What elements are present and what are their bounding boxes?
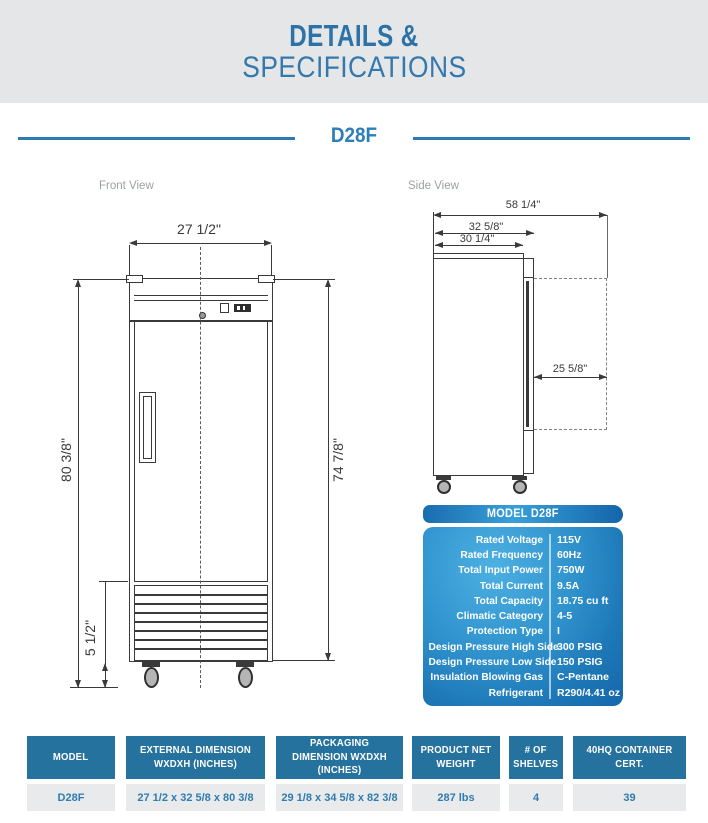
- table-cell-shelves: 4: [509, 784, 563, 811]
- front-caster-height-label: 5 1/2": [82, 619, 98, 657]
- title-rule-left: [18, 137, 295, 140]
- page-title-line2: SPECIFICATIONS: [241, 51, 467, 84]
- door-slab-line: [524, 430, 533, 431]
- side-door-gasket: [526, 281, 529, 427]
- dim-line: [435, 245, 523, 246]
- dim-line: [435, 215, 607, 216]
- table-header-external-dimension: [126, 736, 265, 779]
- spec-row: [423, 578, 623, 593]
- spec-value: 150 PSIG: [557, 656, 603, 669]
- side-view-label: Side View: [408, 180, 459, 192]
- spec-label: Design Pressure High Side: [428, 640, 559, 653]
- dim-arrow: [75, 680, 81, 688]
- dim-line: [534, 377, 607, 378]
- louver-slat: [135, 639, 267, 641]
- extension-line: [99, 581, 128, 582]
- spec-value: 750W: [557, 564, 585, 577]
- louver-slat: [135, 612, 267, 614]
- page-title-line1: DETAILS &: [289, 18, 419, 53]
- door-handle-inner: [143, 396, 152, 459]
- dim-arrow: [325, 279, 331, 287]
- spec-value: C-Pentane: [557, 671, 609, 684]
- spec-value: 4-5: [557, 610, 573, 623]
- spec-label: Protection Type: [466, 625, 543, 638]
- table-header-packaging-dimension: [276, 736, 403, 779]
- louver-slat: [135, 630, 267, 632]
- control-display: [234, 304, 251, 312]
- spec-card-rows: [423, 532, 623, 700]
- extension-line: [607, 215, 608, 278]
- control-switch: [220, 303, 229, 313]
- dim-arrow: [599, 212, 607, 218]
- spec-label: Total Current: [479, 579, 543, 592]
- table-header-text: # OF SHELVES: [513, 745, 559, 770]
- front-body-height-label: 74 7/8": [330, 438, 346, 482]
- title-rule-right: [413, 137, 690, 140]
- spec-label: Refrigerant: [488, 686, 543, 699]
- spec-value: 115V: [557, 533, 581, 546]
- table-header-text: MODEL: [53, 751, 89, 763]
- dim-line: [105, 581, 106, 688]
- dim-line: [78, 281, 79, 688]
- table-header-shelves: [509, 736, 563, 779]
- spec-value: 9.5A: [557, 579, 580, 592]
- spec-card-body: [423, 527, 623, 706]
- spec-row: [423, 624, 623, 639]
- louver-slat: [135, 621, 267, 623]
- dim-arrow: [599, 374, 607, 380]
- louver-slat: [135, 594, 267, 596]
- spec-label: Design Pressure Low Side: [428, 656, 557, 669]
- spec-value: 300 PSIG: [557, 640, 603, 653]
- header-band: [0, 0, 708, 103]
- display-segment: [243, 306, 245, 310]
- caster-wheel: [437, 480, 451, 494]
- table-header-text: PRODUCT NET WEIGHT: [420, 745, 492, 770]
- table-header-net-weight: [412, 736, 500, 779]
- dim-arrow: [515, 242, 523, 248]
- door-swing-outline: [534, 278, 607, 430]
- side-total-depth-label: 58 1/4": [505, 199, 541, 211]
- spec-row: [423, 547, 623, 562]
- spec-label: Insulation Blowing Gas: [430, 671, 543, 684]
- panel-band-line: [134, 300, 268, 301]
- spec-row: [423, 593, 623, 608]
- display-segment: [237, 306, 240, 310]
- table-cell-packaging-dimension: 29 1/8 x 34 5/8 x 82 3/8: [276, 784, 403, 811]
- spec-row: [423, 563, 623, 578]
- caster-wheel: [144, 667, 159, 688]
- table-header-text: 40HQ CONTAINER CERT.: [586, 745, 673, 770]
- table-header-container-cert: [573, 736, 686, 779]
- spec-row: [423, 654, 623, 669]
- caster-wheel: [238, 667, 253, 688]
- door-slab-line: [524, 277, 533, 278]
- extension-line: [271, 245, 272, 278]
- spec-row: [423, 608, 623, 623]
- spec-card-title: MODEL D28F: [487, 508, 559, 520]
- extension-line: [433, 212, 434, 253]
- spec-row: [423, 639, 623, 654]
- spec-value: 18.75 cu ft: [557, 594, 609, 607]
- spec-row: [423, 685, 623, 700]
- table-cell-container-cert: 39: [573, 784, 686, 811]
- table-cell-net-weight: 287 lbs: [412, 784, 500, 811]
- spec-label: Total Input Power: [458, 564, 543, 577]
- table-header-text: EXTERNAL DIMENSION WXDXH (INCHES): [140, 745, 251, 770]
- front-width-dim-label: 27 1/2": [177, 221, 221, 237]
- dim-arrow: [102, 680, 108, 688]
- dim-arrow: [526, 230, 534, 236]
- caster-wheel: [513, 480, 527, 494]
- spec-value: I: [557, 625, 560, 638]
- model-title: D28F: [330, 124, 378, 147]
- dim-arrow: [435, 242, 443, 248]
- dim-arrow: [534, 374, 542, 380]
- spec-value: R290/4.41 oz: [557, 686, 621, 699]
- dim-arrow: [325, 653, 331, 661]
- spec-value: 60Hz: [557, 548, 582, 561]
- spec-row: [423, 532, 623, 547]
- side-door-swing-label: 25 5/8": [552, 363, 588, 375]
- spec-label: Rated Frequency: [460, 548, 543, 561]
- front-overall-height-label: 80 3/8": [58, 438, 74, 482]
- dim-arrow: [102, 663, 108, 671]
- table-cell-external-dimension: 27 1/2 x 32 5/8 x 80 3/8: [126, 784, 265, 811]
- side-cap-line: [434, 258, 523, 259]
- dim-line: [131, 243, 270, 244]
- spec-label: Total Capacity: [474, 594, 543, 607]
- spec-label: Rated Voltage: [475, 533, 543, 546]
- louver-slat: [135, 648, 267, 650]
- side-cabinet-outline: [433, 253, 524, 476]
- table-header-model: [27, 736, 115, 779]
- louver-slat: [135, 603, 267, 605]
- extension-line: [129, 245, 130, 278]
- spec-card-banner: [423, 505, 623, 523]
- table-cell-model: D28F: [27, 784, 115, 811]
- extension-line: [73, 279, 129, 280]
- table-header-text: PACKAGING DIMENSION WXDXH (INCHES): [292, 738, 387, 777]
- panel-band-line: [134, 295, 268, 296]
- side-body-depth-label: 30 1/4": [459, 233, 495, 245]
- front-view-label: Front View: [99, 180, 154, 192]
- spec-row: [423, 670, 623, 685]
- spec-label: Climatic Category: [456, 610, 543, 623]
- dim-arrow: [75, 279, 81, 287]
- side-door-depth-label: 32 5/8": [468, 221, 504, 233]
